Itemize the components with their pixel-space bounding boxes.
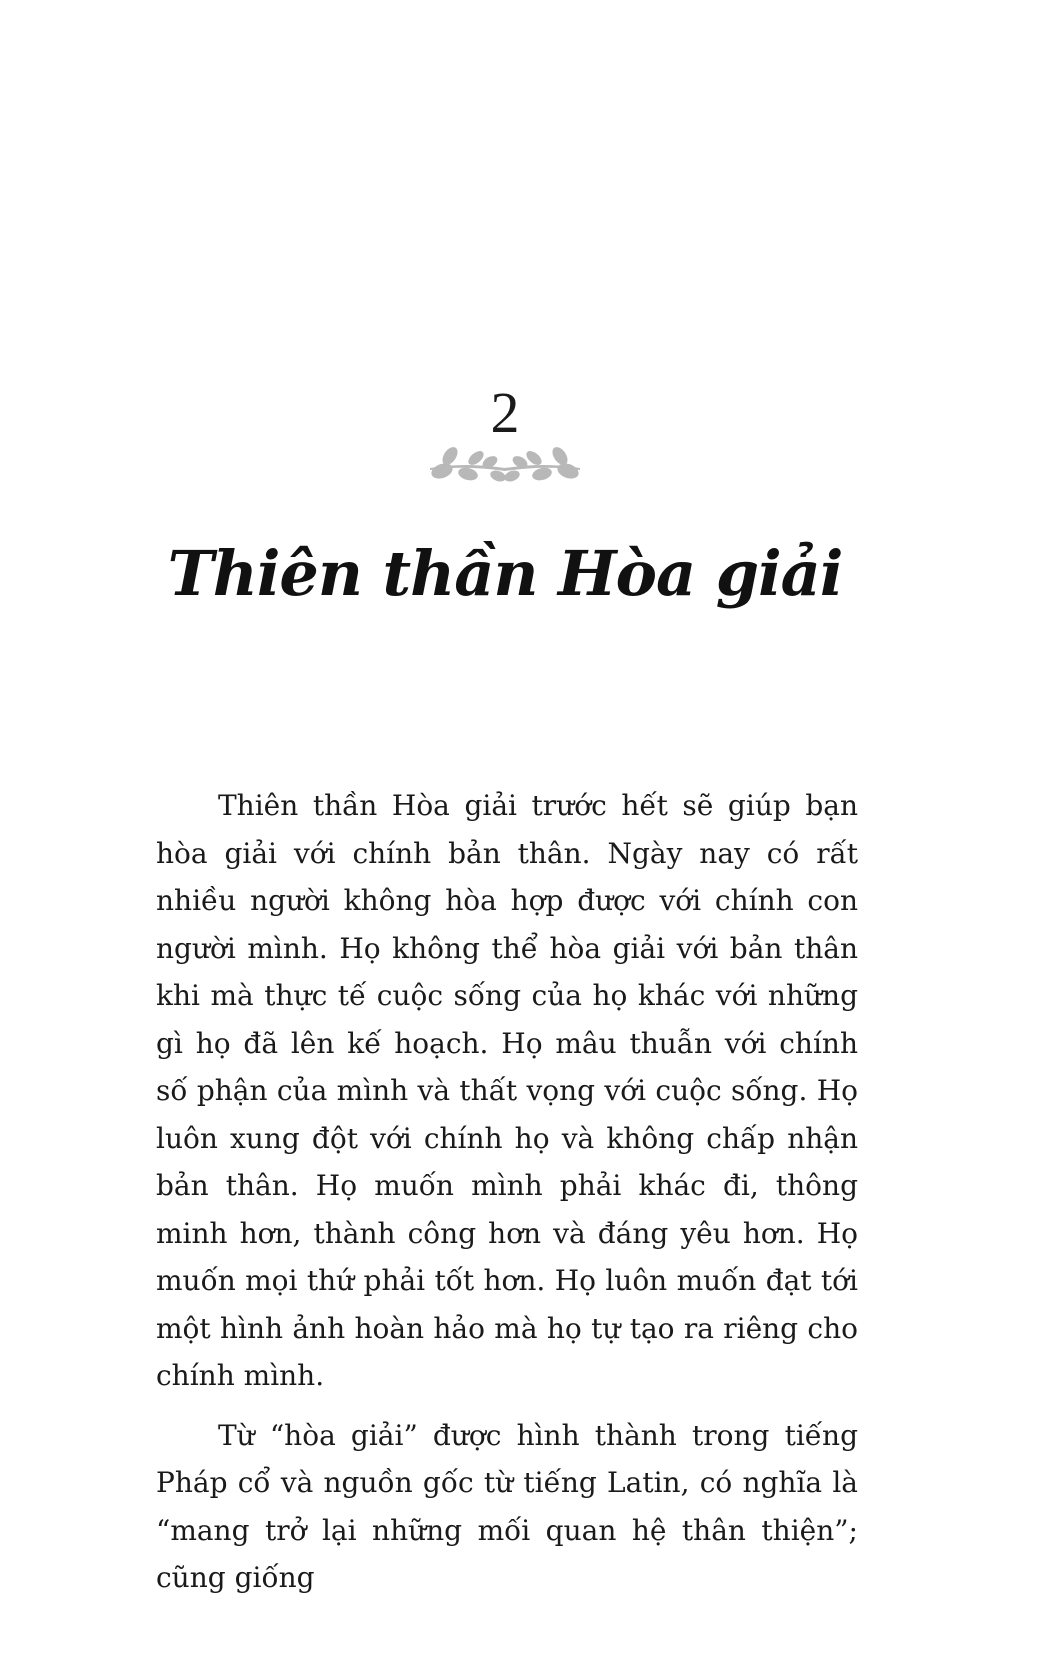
paragraph: Thiên thần Hòa giải trước hết sẽ giúp bạn hòa giải với chính bản thân. Ngày nay có rất nhiều người không hòa hợp được với chính con người mình. Họ không thể hòa giải với bản thân khi mà thực tế cuộc sống của họ khác với những gì họ đã lên kế hoạch. Họ mâu thuẫn với chính số phận của mình và thất vọng với cuộc sống. Họ luôn xung đột với chính họ và không chấp nhận bản thân. Họ muốn mình phải khác đi, thông minh hơn, thành công hơn và đáng yêu hơn. Họ muốn mọi thứ phải tốt hơn. Họ luôn muốn đạt tới một hình ảnh hoàn hảo mà họ tự tạo ra riêng cho chính mình. (156, 789, 858, 1392)
paragraph: Từ “hòa giải” được hình thành trong tiếng Pháp cổ và nguồn gốc từ tiếng Latin, có nghĩa là “mang trở lại những mối quan hệ thân thiện”; cũng giống (156, 1418, 858, 1594)
chapter-number: 2 (490, 380, 520, 445)
chapter-body (156, 782, 858, 1602)
laurel-leaves-icon (420, 438, 590, 488)
chapter-title: Thiên thần Hòa giải (167, 537, 843, 610)
